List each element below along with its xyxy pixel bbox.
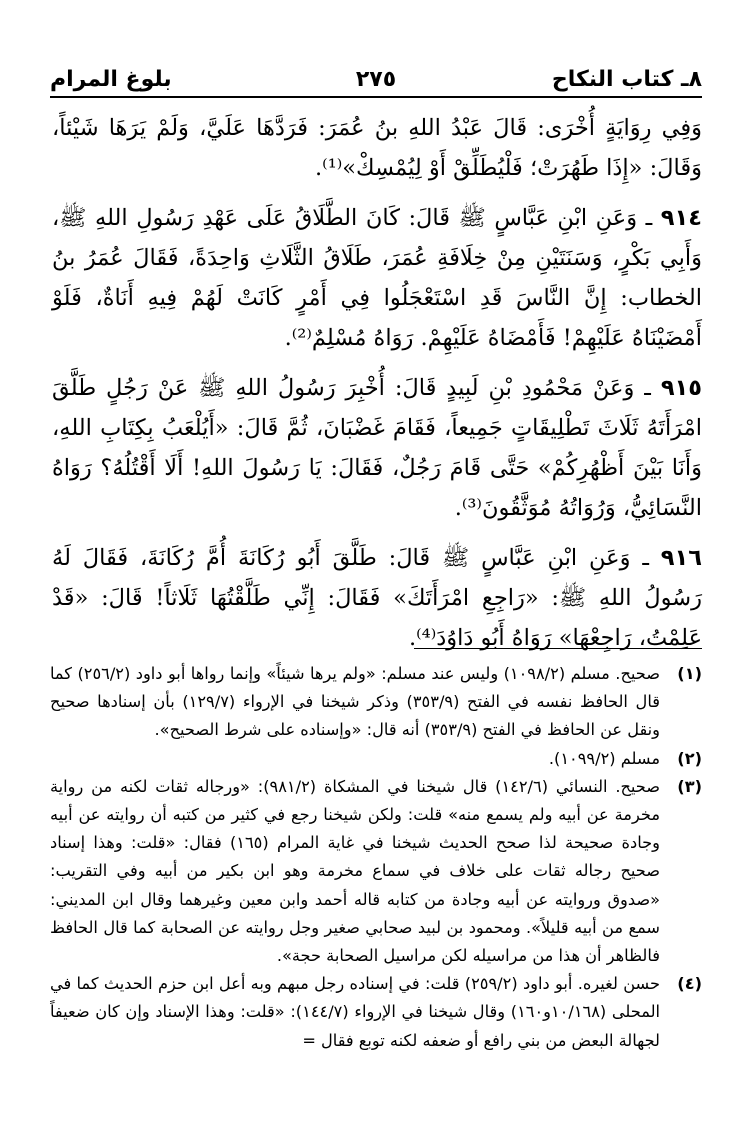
- footnote: [50, 970, 702, 1055]
- paragraph-text: ـ وَعَنِ ابْنِ عَبَّاسٍ ﷺ قَالَ: كَانَ الطَّلَاقُ عَلَى عَهْدِ رَسُولِ اللهِ ﷺ، وَأَبِي بَكْرٍ، وَسَنَتَيْنِ مِنْ خِلَافَةِ عُمَرَ، طَلَاقُ الثَّلَاثِ وَاحِدَةً، فَقَالَ عُمَرُ بنُ الخطاب: إِنَّ النَّاسَ قَدِ اسْتَعْجَلُوا فِي أَمْرٍ كَانَتْ لَهُمْ فِيهِ أَنَاةٌ، فَلَوْ أَمْضَيْنَاهُ عَلَيْهِمْ! فَأَمْضَاهُ عَلَيْهِمْ. رَوَاهُ مُسْلِمٌ⁽²⁾.: [52, 205, 702, 351]
- book-title: بلوغ المرام: [50, 67, 172, 92]
- footnote-mark: (٤): [677, 974, 702, 994]
- paragraph-text: وَفِي رِوَايَةٍ أُخْرَى: قَالَ عَبْدُ اللهِ بنُ عُمَرَ: فَرَدَّهَا عَلَيَّ، وَلَمْ يَرَهَا شَيْئاً، وَقَالَ: «إِذَا طَهُرَتْ؛ فَلْيُطَلِّقْ أَوْ لِيُمْسِكْ»⁽¹⁾.: [52, 115, 702, 181]
- footnotes: [50, 660, 702, 1055]
- footnote-text: صحيح. النسائي (١٤٢/٦) قال شيخنا في المشكاة (٩٨١/٢): «ورجاله ثقات لكنه من رواية مخرمة عن أبيه ولم يسمع منه» قلت: ولكن شيخنا رجع في كثير من كتبه أن روايته عن أبيه وجادة صحيحة لذا صحح الحديث شيخنا في غاية المرام (١٦٥) فقال: «قلت: وهذا إسناد صحيح رجاله ثقات على خلاف في سماع مخرمة وهو ابن بكير من أبيه وفي التقريب: «صدوق وروايته عن أبيه وجادة من كتابه قاله أحمد وابن معين وغيرهما وقال ابن المديني: سمع من أبيه قليلاً». ومحمود بن لبيد صحابي صغير وجل روايته عن الصحابة كما قال الحافظ فالظاهر أن هذا من مراسيله لكن مراسيل الصحابة حجة».: [50, 776, 660, 966]
- page-header: [50, 56, 702, 98]
- footnote: [50, 773, 702, 970]
- footnote-mark: (٢): [677, 748, 702, 768]
- paragraph-text: ـ وَعَنْ مَحْمُودِ بْنِ لَبِيدٍ قَالَ: أُخْبِرَ رَسُولُ اللهِ ﷺ عَنْ رَجُلٍ طَلَّقَ امْرَأَتَهُ ثَلَاثَ تَطْلِيقَاتٍ جَمِيعاً، فَقَامَ غَضْبَانَ، ثُمَّ قَالَ: «أَيُلْعَبُ بِكِتَابِ اللهِ، وَأَنَا بَيْنَ أَظْهُرِكُمْ» حَتَّى قَامَ رَجُلٌ، فَقَالَ: يَا رَسُولَ اللهِ! أَلَا أَقْتُلُهُ؟ رَوَاهُ النَّسَائِيُّ، وَرُوَاتُهُ مُوَثَّقُونَ⁽³⁾.: [52, 375, 702, 521]
- footnote-text: حسن لغيره. أبو داود (٢٥٩/٢) قلت: في إسناده رجل مبهم وبه أعل ابن حزم الحديث كما في المحلى (١٠/١٦٨و١٦٠) وقال شيخنا في الإرواء (١٤٤/٧): «قلت: وهذا الإسناد وإن كان ضعيفاً لجهالة البعض من بني رافع أو ضعفه لكنه توبع فقال =: [50, 974, 661, 1050]
- main-text: [52, 108, 702, 658]
- hadith-number: ٩١٦: [660, 545, 702, 571]
- hadith-number: ٩١٥: [660, 375, 703, 401]
- footnote-mark: (١): [677, 664, 702, 683]
- hadith-number: ٩١٤: [660, 205, 702, 231]
- hadith-paragraph: [52, 368, 702, 528]
- page-number: ٢٧٥: [355, 67, 397, 92]
- footnote-text: مسلم (١٠٩٩/٢).: [548, 748, 660, 768]
- footnote-mark: (٣): [677, 776, 702, 796]
- hadith-paragraph: [52, 198, 702, 358]
- footnote: [50, 660, 702, 745]
- footnote-separator: [414, 648, 702, 649]
- hadith-paragraph: [52, 538, 702, 658]
- hadith-paragraph: [52, 108, 702, 188]
- paragraph-text: ـ وَعَنِ ابْنِ عَبَّاسٍ ﷺ قَالَ: طَلَّقَ أَبُو رُكَانَةَ أُمَّ رُكَانَةَ، فَقَالَ لَهُ رَسُولُ اللهِ ﷺ: «رَاجِعِ امْرَأَتَكَ» فَقَالَ: إِنِّي طَلَّقْتُهَا ثَلَاثاً! قَالَ: «قَدْ عَلِمْتُ، رَاجِعْهَا» رَوَاهُ أَبُو دَاوُدَ⁽⁴⁾.: [52, 545, 702, 651]
- footnote-text: صحيح. مسلم (١٠٩٨/٢) وليس عند مسلم: «ولم يرها شيئاً» وإنما رواها أبو داود (٢٥٦/٢) كما قال الحافظ نفسه في الفتح (٣٥٣/٩) وذكر شيخنا في الإرواء (١٢٩/٧) بأن إسنادها صحيح ونقل عن الحافظ في الفتح (٣٥٣/٩) أنه قال: «وإسناده على شرط الصحيح».: [50, 664, 660, 740]
- footnote: [50, 745, 702, 773]
- chapter-title: ٨ـ كتاب النكاح: [551, 67, 702, 92]
